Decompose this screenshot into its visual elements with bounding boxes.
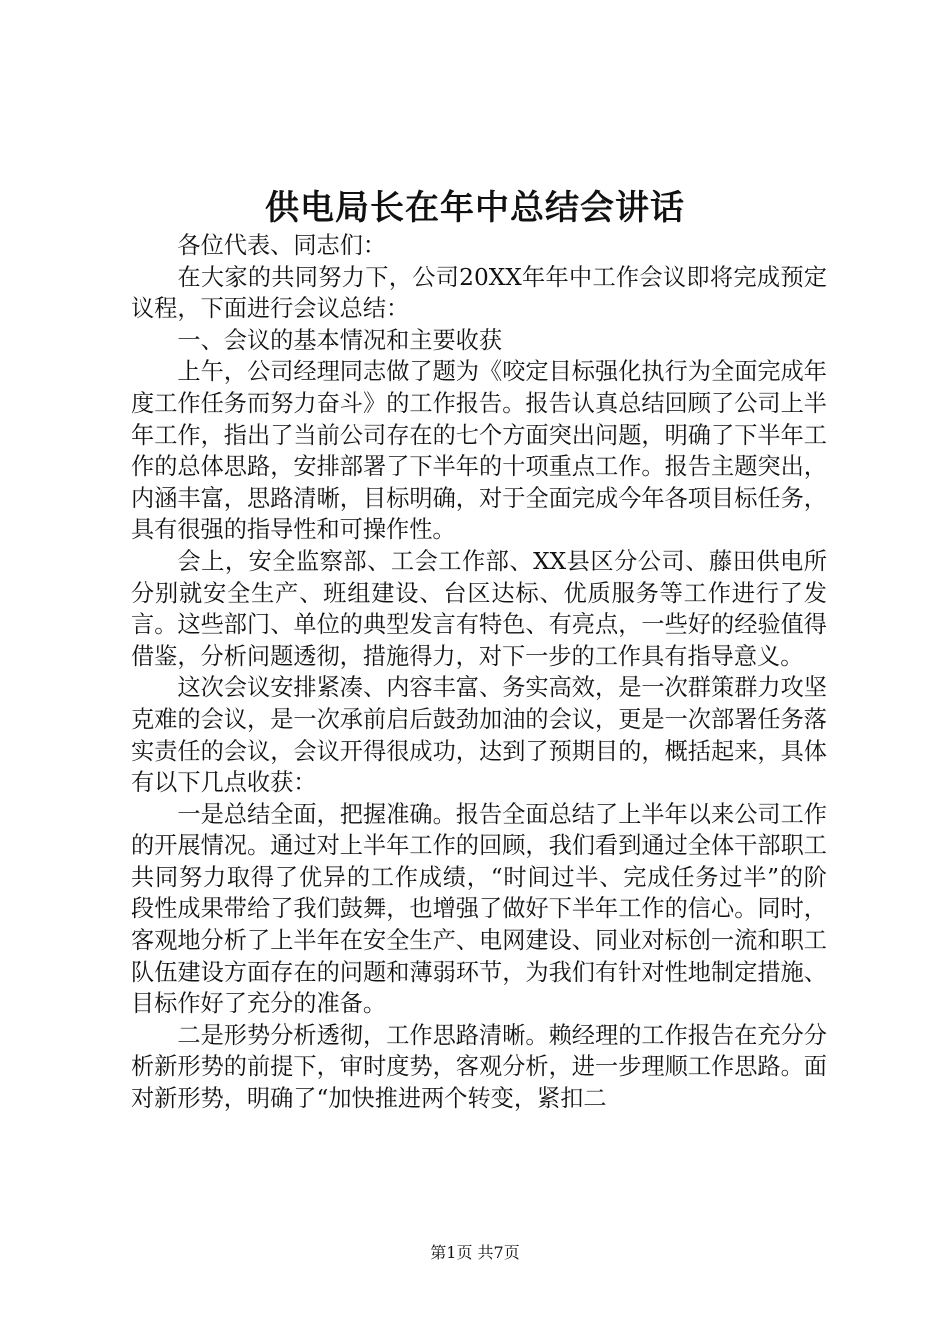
paragraph: 这次会议安排紧凑、内容丰富、务实高效，是一次群策群力攻坚克难的会议，是一次承前启后鼓劲加油的会议，更是一次部署任务落实责任的会议，会议开得很成功，达到了预期目的，概括起来，具体有以下几点收获： xyxy=(131,674,827,797)
paragraph: 上午，公司经理同志做了题为《咬定目标强化执行为全面完成年度工作任务而努力奋斗》的工作报告。报告认真总结回顾了公司上半年工作，指出了当前公司存在的七个方面突出问题，明确了下半年工作的总体思路，安排部署了下半年的十项重点工作。报告主题突出，内涵丰富，思路清晰，目标明确，对于全面完成今年各项目标任务，具有很强的指导性和可操作性。 xyxy=(131,358,827,544)
paragraph: 二是形势分析透彻，工作思路清晰。赖经理的工作报告在充分分析新形势的前提下，审时度势，客观分析，进一步理顺工作思路。面对新形势，明确了“加快推进两个转变，紧扣二 xyxy=(131,1021,827,1113)
document-title: 供电局长在年中总结会讲话 xyxy=(265,188,685,228)
paragraph-intro: 在大家的共同努力下，公司20XX年年中工作会议即将完成预定议程，下面进行会议总结： xyxy=(131,263,827,323)
paragraph: 会上，安全监察部、工会工作部、XX县区分公司、藤田供电所分别就安全生产、班组建设、台区达标、优质服务等工作进行了发言。这些部门、单位的典型发言有特色、有亮点，一些好的经验值得借鉴，分析问题透彻，措施得力，对下一步的工作具有指导意义。 xyxy=(131,547,827,670)
paragraph: 一是总结全面，把握准确。报告全面总结了上半年以来公司工作的开展情况。通过对上半年工作的回顾，我们看到通过全体干部职工共同努力取得了优异的工作成绩，“时间过半、完成任务过半”的阶段性成果带给了我们鼓舞，也增强了做好下半年工作的信心。同时，客观地分析了上半年在安全生产、电网建设、同业对标创一流和职工队伍建设方面存在的问题和薄弱环节，为我们有针对性地制定措施、目标作好了充分的准备。 xyxy=(131,800,827,1018)
document-body xyxy=(131,230,827,1115)
section-heading: 一、会议的基本情况和主要收获 xyxy=(177,326,503,354)
page-footer: 第1页 共7页 xyxy=(430,1243,520,1262)
paragraph-greeting: 各位代表、同志们： xyxy=(177,232,387,259)
